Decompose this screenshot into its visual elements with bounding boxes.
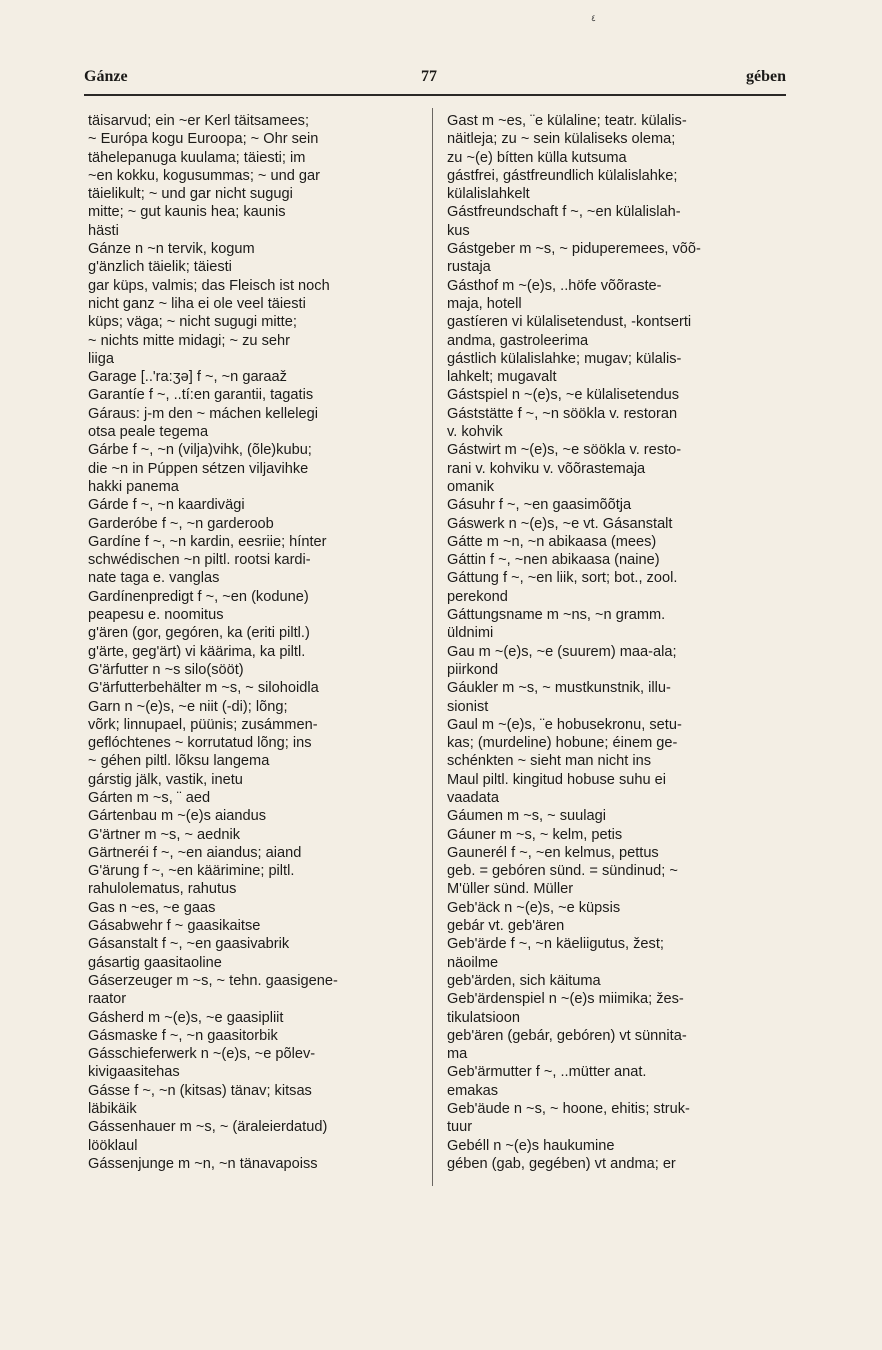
dictionary-line: Gárbe f ~, ~n (vilja)vihk, (õle)kubu; <box>88 442 312 459</box>
dictionary-line: üldnimi <box>447 625 494 642</box>
dictionary-line: Gáuner m ~s, ~ kelm, petis <box>447 826 623 843</box>
dictionary-line: Gástgeber m ~s, ~ piduperemees, võõ- <box>447 241 701 258</box>
top-mark: ٤ <box>591 14 596 24</box>
dictionary-line: perekond <box>447 588 508 605</box>
dictionary-line: Gássenhauer m ~s, ~ (äraleierdatud) <box>88 1119 328 1136</box>
dictionary-line: Garage [..'ra:ʒə] f ~, ~n garaaž <box>88 369 287 386</box>
dictionary-line: Gásherd m ~(e)s, ~e gaasipliit <box>88 1009 284 1026</box>
dictionary-line: nicht ganz ~ liha ei ole veel täiesti <box>88 295 306 312</box>
dictionary-line: liiga <box>88 350 114 367</box>
dictionary-line: Geb'ärmutter f ~, ..mütter anat. <box>447 1064 647 1081</box>
dictionary-line: Gárde f ~, ~n kaardivägi <box>88 497 245 514</box>
dictionary-line: gástfrei, gástfreundlich külalislahke; <box>447 167 678 184</box>
right-column <box>447 112 779 1173</box>
dictionary-line: omanik <box>447 478 495 495</box>
dictionary-line: gárstig jälk, vastik, inetu <box>88 771 243 788</box>
dictionary-line: Gardínenpredigt f ~, ~en (kodune) <box>88 588 309 605</box>
dictionary-line: Garderóbe f ~, ~n garderoob <box>88 515 274 532</box>
dictionary-line: hästi <box>88 222 119 239</box>
column-divider <box>432 108 433 1186</box>
dictionary-line: Gásuhr f ~, ~en gaasimõõtja <box>447 497 632 514</box>
dictionary-line: Garn n ~(e)s, ~e niit (-di); lõng; <box>88 698 288 715</box>
dictionary-line: Gebéll n ~(e)s haukumine <box>447 1137 615 1154</box>
dictionary-line: Gássenjunge m ~n, ~n tänavapoiss <box>88 1155 318 1172</box>
dictionary-line: Gas n ~es, ~e gaas <box>88 899 216 916</box>
dictionary-line: Gásabwehr f ~ gaasikaitse <box>88 918 261 935</box>
dictionary-line: gében (gab, gegében) vt andma; er <box>447 1155 676 1172</box>
dictionary-line: Gáststätte f ~, ~n söökla v. restoran <box>447 405 678 422</box>
dictionary-line: tähelepanuga kuulama; täiesti; im <box>88 149 306 166</box>
dictionary-line: Geb'äck n ~(e)s, ~e küpsis <box>447 899 621 916</box>
dictionary-line: otsa peale tegema <box>88 424 209 441</box>
dictionary-line: Gáumen m ~s, ~ suulagi <box>447 808 606 825</box>
dictionary-line: peapesu e. noomitus <box>88 607 224 624</box>
dictionary-line: Gáttungsname m ~ns, ~n gramm. <box>447 607 666 624</box>
dictionary-line: geb'ären (gebár, gebóren) vt sünnita- <box>447 1027 687 1044</box>
dictionary-line: zu ~(e) bítten külla kutsuma <box>447 149 627 166</box>
dictionary-line: v. kohvik <box>447 424 503 441</box>
dictionary-line: Geb'ärde f ~, ~n käeliigutus, žest; <box>447 936 664 953</box>
dictionary-line: Gásschieferwerk n ~(e)s, ~e põlev- <box>88 1046 316 1063</box>
dictionary-line: piirkond <box>447 661 499 678</box>
dictionary-line: Gárten m ~s, ¨ aed <box>88 789 211 806</box>
dictionary-line: Gáttung f ~, ~en liik, sort; bot., zool. <box>447 570 678 587</box>
dictionary-line: ~ Európa kogu Euroopa; ~ Ohr sein <box>88 131 319 148</box>
dictionary-line: Garantíe f ~, ..tí:en garantii, tagatis <box>88 387 314 404</box>
dictionary-line: Gásthof m ~(e)s, ..höfe võõraste- <box>447 277 662 294</box>
dictionary-line: mitte; ~ gut kaunis hea; kaunis <box>88 204 286 221</box>
dictionary-line: täielikult; ~ und gar nicht sugugi <box>88 186 293 203</box>
dictionary-line: Maul piltl. kingitud hobuse suhu ei <box>447 771 667 788</box>
dictionary-line: gastíeren vi külalisetendust, -kontserti <box>447 314 692 331</box>
dictionary-line: sionist <box>447 698 489 715</box>
dictionary-line: geb. = gebóren sünd. = sündinud; ~ <box>447 863 678 880</box>
dictionary-line: die ~n in Púppen sétzen viljavihke <box>88 460 309 477</box>
dictionary-line: gástlich külalislahke; mugav; külalis- <box>447 350 682 367</box>
dictionary-line: tuur <box>447 1119 473 1136</box>
dictionary-line: Gástspiel n ~(e)s, ~e külalisetendus <box>447 387 680 404</box>
dictionary-line: Gásanstalt f ~, ~en gaasivabrik <box>88 936 290 953</box>
dictionary-line: näoilme <box>447 954 499 971</box>
dictionary-line: G'ärfutterbehälter m ~s, ~ silohoidla <box>88 680 319 697</box>
dictionary-line: g'änzlich täielik; täiesti <box>88 259 232 276</box>
dictionary-line: g'ärte, geg'ärt) vi käärima, ka piltl. <box>88 643 306 660</box>
dictionary-line: G'ärtner m ~s, ~ aednik <box>88 826 241 843</box>
left-column <box>88 112 420 1173</box>
dictionary-line: nate taga e. vanglas <box>88 570 220 587</box>
dictionary-line: Gáraus: j-m den ~ máchen kellelegi <box>88 405 318 422</box>
dictionary-line: Gast m ~es, ¨e külaline; teatr. külalis- <box>447 113 687 129</box>
dictionary-line: Gástwirt m ~(e)s, ~e söökla v. resto- <box>447 442 682 459</box>
dictionary-line: G'ärung f ~, ~en käärimine; piltl. <box>88 863 295 880</box>
left-guide-word: Gánze <box>84 68 128 85</box>
dictionary-line: Gástfreundschaft f ~, ~en külalislah- <box>447 204 681 221</box>
dictionary-line: lahkelt; mugavalt <box>447 369 557 386</box>
dictionary-line: külalislahkelt <box>447 186 530 203</box>
dictionary-line: Gátte m ~n, ~n abikaasa (mees) <box>447 533 657 550</box>
dictionary-line: Gaunerél f ~, ~en kelmus, pettus <box>447 844 659 861</box>
dictionary-line: rahulolematus, rahutus <box>88 881 237 898</box>
dictionary-line: Gásse f ~, ~n (kitsas) tänav; kitsas <box>88 1082 312 1099</box>
dictionary-line: geflóchtenes ~ korrutatud lõng; ins <box>88 735 312 752</box>
dictionary-line: Gaul m ~(e)s, ¨e hobusekronu, setu- <box>447 716 682 733</box>
dictionary-line: Gardíne f ~, ~n kardin, eesriie; hínter <box>88 533 327 550</box>
dictionary-line: schénkten ~ sieht man nicht ins <box>447 753 652 770</box>
dictionary-line: Gáttin f ~, ~nen abikaasa (naine) <box>447 552 660 569</box>
dictionary-line: kas; (murdeline) hobune; éinem ge- <box>447 735 678 752</box>
dictionary-line: kivigaasitehas <box>88 1064 180 1081</box>
dictionary-line: lööklaul <box>88 1137 138 1154</box>
page-header <box>84 62 786 92</box>
page-number: 77 <box>421 68 437 85</box>
dictionary-line: Geb'äude n ~s, ~ hoone, ehitis; struk- <box>447 1101 690 1118</box>
dictionary-line: maja, hotell <box>447 295 522 312</box>
dictionary-line: geb'ärden, sich käituma <box>447 972 601 989</box>
dictionary-line: Gánze n ~n tervik, kogum <box>88 241 255 258</box>
dictionary-line: G'ärfutter n ~s silo(sööt) <box>88 661 244 678</box>
dictionary-line: hakki panema <box>88 478 179 495</box>
dictionary-line: Gärtneréi f ~, ~en aiandus; aiand <box>88 844 302 861</box>
dictionary-line: gar küps, valmis; das Fleisch ist noch <box>88 277 330 294</box>
dictionary-line: gásartig gaasitaoline <box>88 954 222 971</box>
dictionary-line: M'üller sünd. Müller <box>447 881 574 898</box>
dictionary-line: küps; väga; ~ nicht sugugi mitte; <box>88 314 297 331</box>
dictionary-line: võrk; linnupael, püünis; zusámmen- <box>88 716 318 733</box>
dictionary-line: raator <box>88 991 127 1008</box>
dictionary-line: vaadata <box>447 789 499 806</box>
dictionary-line: Gau m ~(e)s, ~e (suurem) maa-ala; <box>447 643 677 660</box>
dictionary-line: andma, gastroleerima <box>447 332 589 349</box>
dictionary-line: gebár vt. geb'ären <box>447 918 565 935</box>
dictionary-line: ~ géhen piltl. lõksu langema <box>88 753 270 770</box>
dictionary-line: schwédischen ~n piltl. rootsi kardi- <box>88 552 311 569</box>
dictionary-line: g'ären (gor, gegóren, ka (eriti piltl.) <box>88 625 310 642</box>
dictionary-line: näitleja; zu ~ sein külaliseks olema; <box>447 131 676 148</box>
dictionary-line: Gártenbau m ~(e)s aiandus <box>88 808 267 825</box>
dictionary-line: rustaja <box>447 259 491 276</box>
right-guide-word: gében <box>746 68 786 85</box>
header-rule <box>84 94 786 96</box>
dictionary-line: Geb'ärdenspiel n ~(e)s miimika; žes- <box>447 991 684 1008</box>
dictionary-line: Gáserzeuger m ~s, ~ tehn. gaasigene- <box>88 972 338 989</box>
dictionary-line: ~en kokku, kogusummas; ~ und gar <box>88 167 321 184</box>
dictionary-line: emakas <box>447 1082 499 1099</box>
dictionary-line: Gáukler m ~s, ~ mustkunstnik, illu- <box>447 680 671 697</box>
dictionary-line: ~ nichts mitte midagi; ~ zu sehr <box>88 332 290 349</box>
dictionary-line: Gásmaske f ~, ~n gaasitorbik <box>88 1027 278 1044</box>
dictionary-line: tikulatsioon <box>447 1009 521 1026</box>
dictionary-line: rani v. kohviku v. võõrastemaja <box>447 460 646 477</box>
dictionary-line: läbikäik <box>88 1101 137 1118</box>
dictionary-line: Gáswerk n ~(e)s, ~e vt. Gásanstalt <box>447 515 673 532</box>
dictionary-line: kus <box>447 222 470 239</box>
dictionary-line: täisarvud; ein ~er Kerl täitsamees; <box>88 113 310 129</box>
dictionary-line: ma <box>447 1046 468 1063</box>
